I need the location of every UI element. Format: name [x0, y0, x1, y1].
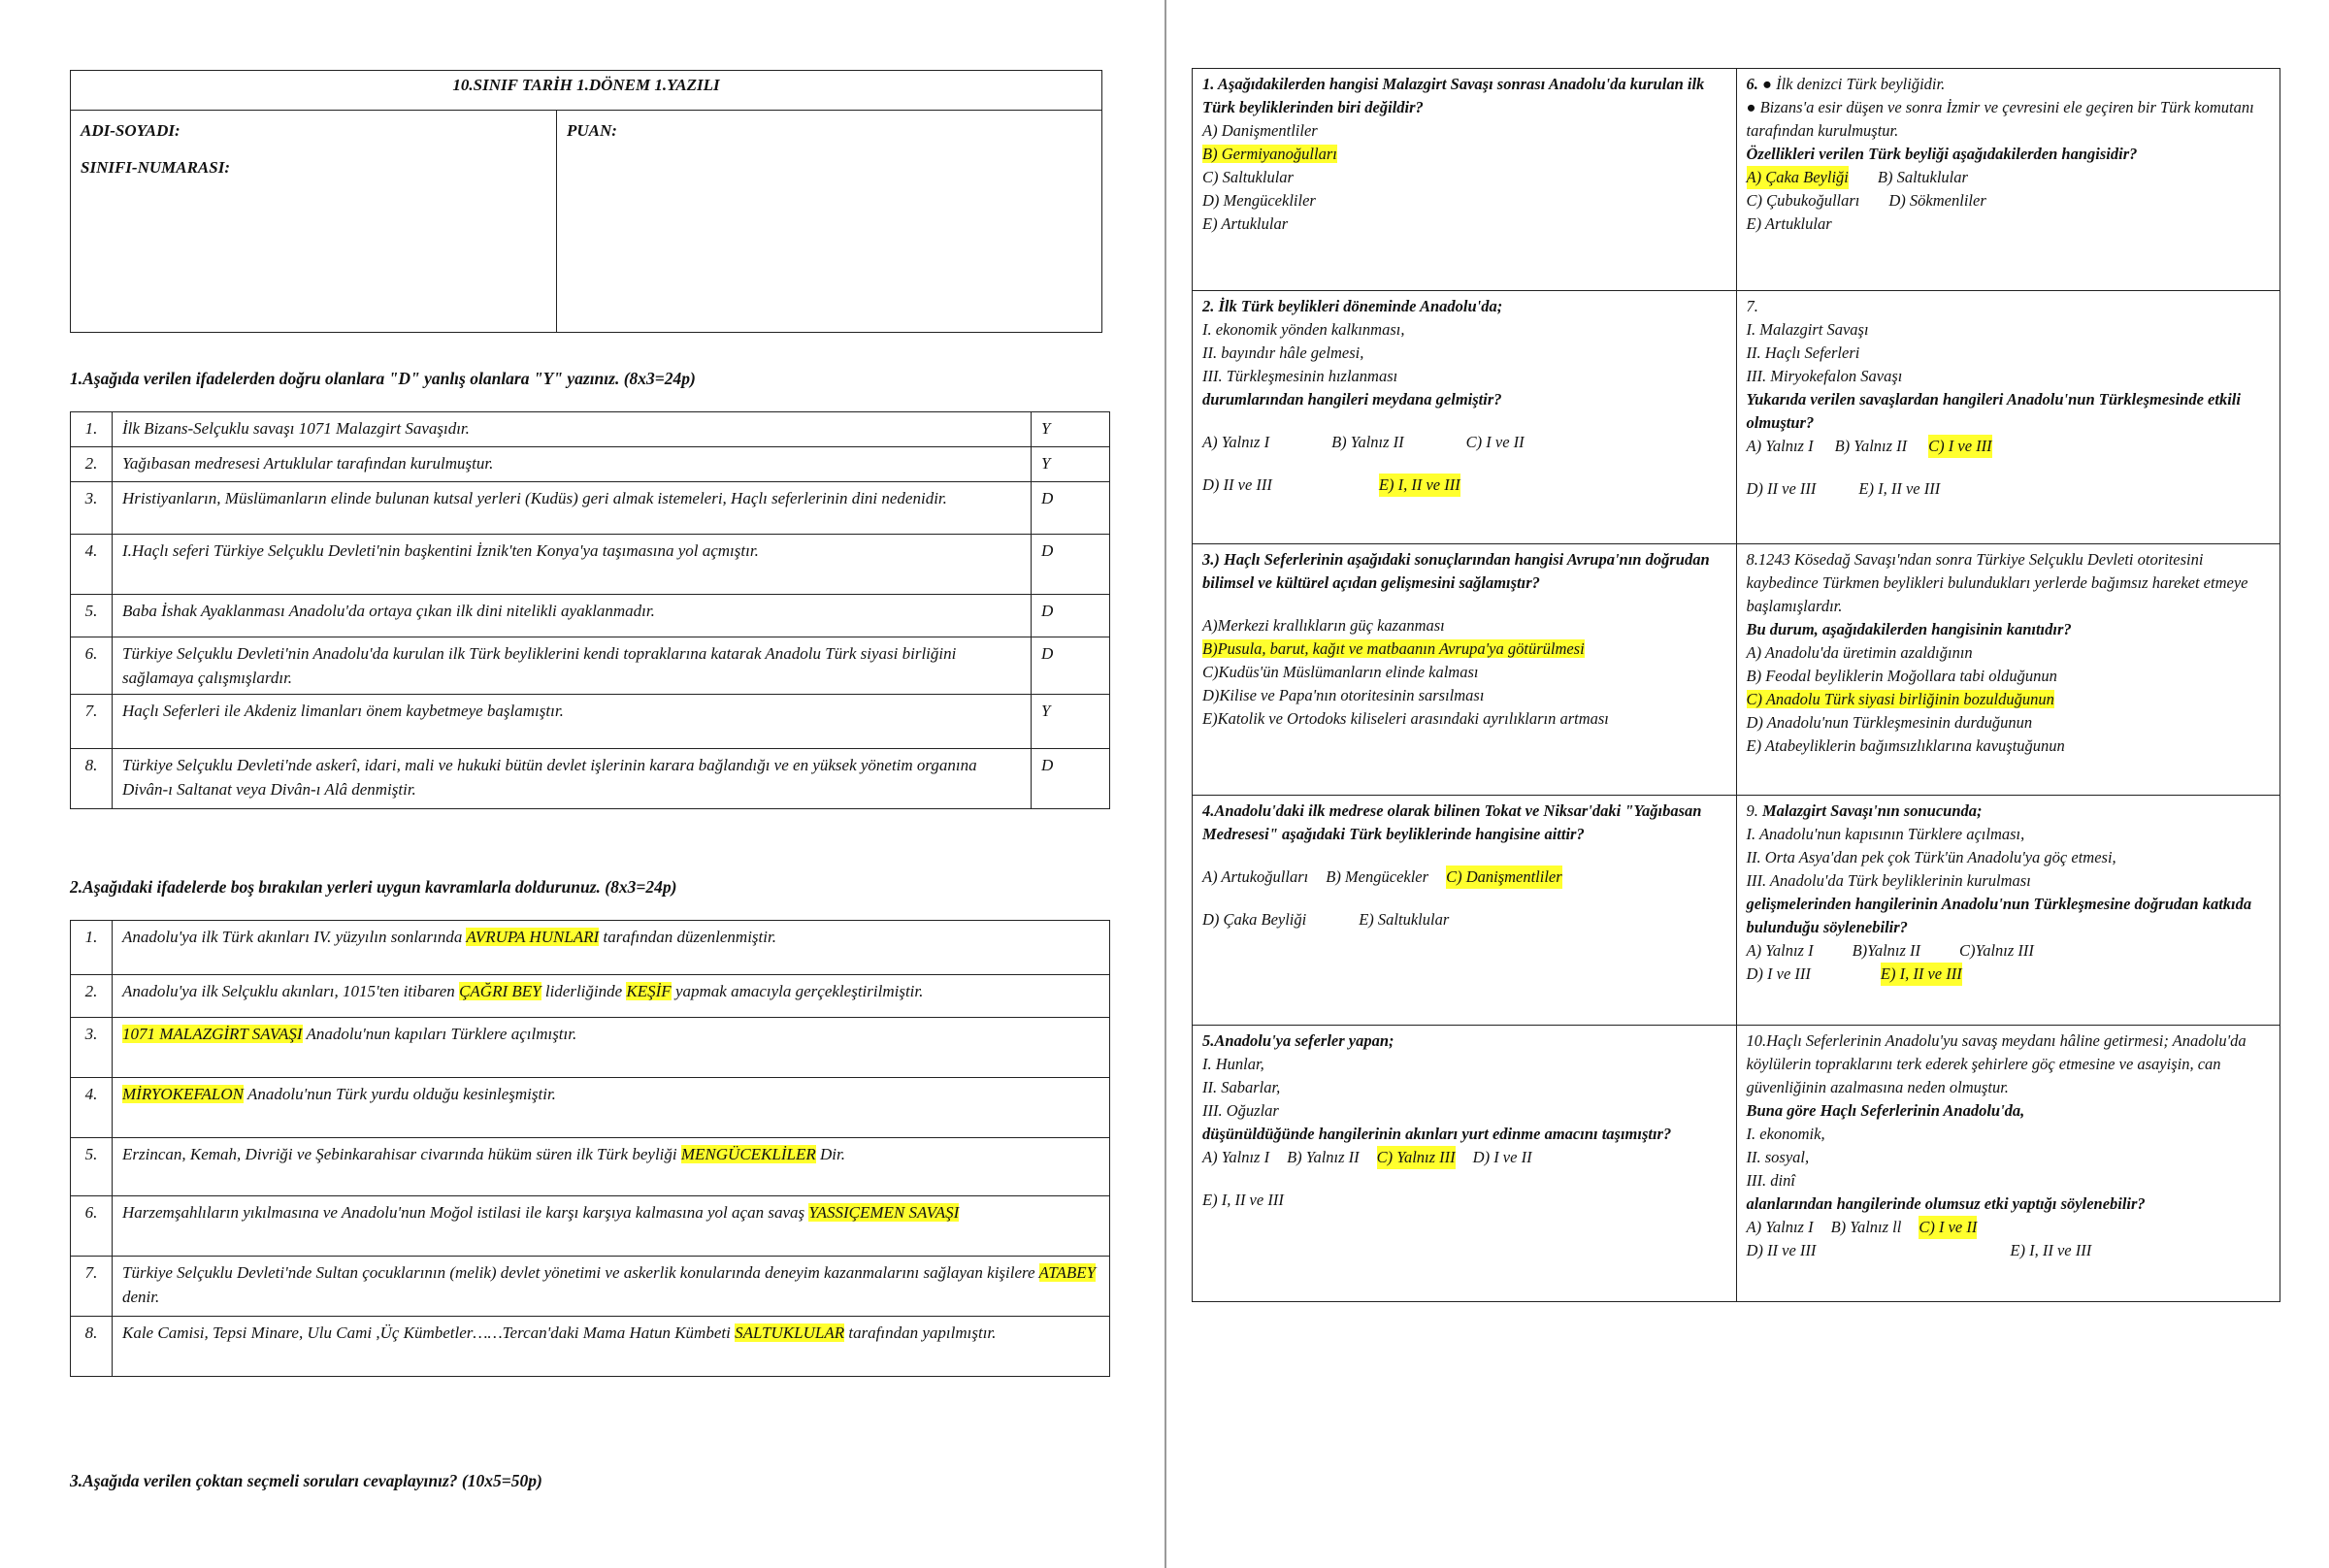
q9-option-e[interactable]: E) I, II ve III	[1881, 963, 1962, 986]
q1-option-c[interactable]: C) Saltuklular	[1202, 168, 1294, 186]
fill-row	[71, 1196, 1110, 1257]
tf-row	[71, 535, 1110, 595]
q2-option-b[interactable]: B) Yalnız II	[1331, 433, 1404, 451]
q5-option-b[interactable]: B) Yalnız II	[1287, 1148, 1360, 1166]
q9-number: 9.	[1746, 801, 1758, 820]
q1-option-e[interactable]: E) Artuklular	[1202, 214, 1289, 233]
q4-option-a[interactable]: A) Artukoğulları	[1202, 867, 1309, 886]
fill-answer-1[interactable]: YASSIÇEMEN SAVAŞI	[808, 1203, 960, 1222]
tf-row-answer[interactable]: D	[1032, 637, 1110, 695]
q8-option-d[interactable]: D) Anadolu'nun Türkleşmesinin durduğunun	[1746, 713, 2033, 732]
q4-option-b[interactable]: B) Mengücekler	[1326, 867, 1429, 886]
tf-row-statement: Türkiye Selçuklu Devleti'nde askerî, idari, mali ve hukuki bütün devlet işlerinin karara bağlandığı ve en yüksek yönetim organına Divân-ı Saltanat veya Divân-ı Alâ denmiştir.	[113, 749, 1032, 809]
q10-item-1: I. ekonomik,	[1746, 1125, 1825, 1143]
tf-row-answer[interactable]: D	[1032, 535, 1110, 595]
tf-row-number: 2.	[71, 447, 113, 482]
section3-title: 3.Aşağıda verilen çoktan seçmeli soruları cevaplayınız? (10x5=50p)	[70, 1471, 542, 1490]
fill-row-text	[113, 1196, 1110, 1257]
fill-row-number: 2.	[71, 975, 113, 1018]
q3-option-a[interactable]: A)Merkezi krallıkların güç kazanması	[1202, 616, 1445, 635]
q5-option-e[interactable]: E) I, II ve III	[1202, 1191, 1284, 1209]
q8-stem: Bu durum, aşağıdakilerden hangisinin kanıtıdır?	[1746, 620, 2072, 638]
tf-row	[71, 749, 1110, 809]
q6-bullet-2: Bizans'a esir düşen ve sonra İzmir ve çevresini ele geçiren bir Türk komutanı tarafından kurulmuştur.	[1746, 98, 2254, 140]
fill-row	[71, 921, 1110, 975]
q9-item-1: I. Anadolu'nun kapısının Türklere açılması,	[1746, 825, 2025, 843]
q1-option-b[interactable]: B) Germiyanoğulları	[1202, 145, 1337, 163]
q5-item-3: III. Oğuzlar	[1202, 1101, 1279, 1120]
q4-option-d[interactable]: D) Çaka Beyliği	[1202, 910, 1307, 929]
question-10	[1736, 1026, 2280, 1302]
q5-option-c[interactable]: C) Yalnız III	[1377, 1146, 1456, 1169]
fill-answer-1[interactable]: AVRUPA HUNLARI	[466, 928, 600, 946]
fill-text-before: Anadolu'ya ilk Türk akınları IV. yüzyılın sonlarında	[122, 928, 467, 946]
tf-row-number: 3.	[71, 482, 113, 535]
score-cell[interactable]	[557, 111, 1102, 333]
q8-option-b[interactable]: B) Feodal beyliklerin Moğollara tabi olduğunun	[1746, 667, 2057, 685]
q6-option-b[interactable]: B) Saltuklular	[1877, 168, 1968, 186]
q10-option-c[interactable]: C) I ve II	[1919, 1216, 1977, 1239]
q6-stem: Özellikleri verilen Türk beyliği aşağıdakilerden hangisidir?	[1746, 145, 2138, 163]
q3-option-b[interactable]: B)Pusula, barut, kağıt ve matbaanın Avrupa'ya götürülmesi	[1202, 639, 1585, 658]
q8-option-c[interactable]: C) Anadolu Türk siyasi birliğinin bozulduğunun	[1746, 690, 2054, 708]
fill-text-middle: liderliğinde	[541, 982, 627, 1000]
q10-option-b[interactable]: B) Yalnız ll	[1830, 1218, 1902, 1236]
fill-blank-table	[70, 920, 1110, 1377]
fill-answer-2[interactable]: KEŞİF	[626, 982, 672, 1000]
tf-row	[71, 695, 1110, 749]
question-8	[1736, 544, 2280, 796]
q6-option-e[interactable]: E) Artuklular	[1746, 214, 1832, 233]
q9-option-a[interactable]: A) Yalnız I	[1746, 941, 1814, 960]
fill-text-middle: Anadolu'nun Türk yurdu olduğu kesinleşmiştir.	[244, 1085, 556, 1103]
q10-intro: 10.Haçlı Seferlerinin Anadolu'yu savaş meydanı hâline getirmesi; Anadolu'da köylülerin topraklarını terk ederek şehirlere göç etmesine ve asayişin, can güvenliğinin azalmasına neden olmuştur.	[1746, 1031, 2247, 1096]
fill-answer-1[interactable]: ÇAĞRI BEY	[459, 982, 541, 1000]
q3-option-e[interactable]: E)Katolik ve Ortodoks kiliseleri arasındaki ayrılıkların artması	[1202, 709, 1609, 728]
section1-title: 1.Aşağıda verilen ifadelerden doğru olanlara "D" yanlış olanlara "Y" yazınız. (8x3=24p)	[70, 369, 696, 388]
q7-stem: Yukarıda verilen savaşlardan hangileri Anadolu'nun Türkleşmesinde etkili olmuştur?	[1746, 390, 2241, 432]
q7-option-d[interactable]: D) II ve III	[1746, 479, 1817, 498]
q5-item-1: I. Hunlar,	[1202, 1055, 1264, 1073]
fill-row-text	[113, 1138, 1110, 1196]
fill-text-before: Kale Camisi, Tepsi Minare, Ulu Cami ,Üç Kümbetler……Tercan'daki Mama Hatun Kümbeti	[122, 1323, 736, 1342]
name-cell[interactable]	[71, 111, 557, 333]
q7-option-a[interactable]: A) Yalnız I	[1746, 437, 1814, 455]
q6-option-d[interactable]: D) Sökmenliler	[1888, 191, 1986, 210]
q2-item-3: III. Türkleşmesinin hızlanması	[1202, 367, 1398, 385]
q4-stem: 4.Anadolu'daki ilk medrese olarak bilinen Tokat ve Niksar'daki "Yağıbasan Medresesi" aşağıdaki Türk beyliklerinde hangisine aittir?	[1202, 801, 1702, 843]
q10-item-2: II. sosyal,	[1746, 1148, 1810, 1166]
tf-row-number: 1.	[71, 412, 113, 447]
q6-number: 6.	[1746, 75, 1758, 93]
fill-row-text	[113, 1257, 1110, 1317]
q2-item-1: I. ekonomik yönden kalkınması,	[1202, 320, 1405, 339]
q7-option-b[interactable]: B) Yalnız II	[1834, 437, 1908, 455]
q6-option-c[interactable]: C) Çubukoğulları	[1746, 191, 1860, 210]
q6-bullet-1: İlk denizci Türk beyliğidir.	[1776, 75, 1946, 93]
tf-row-answer[interactable]: D	[1032, 595, 1110, 637]
fill-row-text	[113, 921, 1110, 975]
tf-row-number: 4.	[71, 535, 113, 595]
q9-option-c[interactable]: C)Yalnız III	[1959, 941, 2034, 960]
fill-row	[71, 1078, 1110, 1138]
q3-option-c[interactable]: C)Kudüs'ün Müslümanların elinde kalması	[1202, 663, 1479, 681]
fill-row-number: 8.	[71, 1317, 113, 1377]
tf-row-statement: Yağıbasan medresesi Artuklular tarafından kurulmuştur.	[113, 447, 1032, 482]
q10-item-3: III. dinî	[1746, 1171, 1795, 1190]
question-7	[1736, 291, 2280, 544]
q3-option-d[interactable]: D)Kilise ve Papa'nın otoritesinin sarsılması	[1202, 686, 1485, 704]
tf-row-number: 7.	[71, 695, 113, 749]
fill-text-middle: denir.	[122, 1288, 160, 1306]
q2-stem: 2. İlk Türk beylikleri döneminde Anadolu'da;	[1202, 297, 1503, 315]
q9-stem-2: gelişmelerinden hangilerinin Anadolu'nun Türkleşmesine doğrudan katkıda bulunduğu söylenebilir?	[1746, 895, 2252, 936]
tf-row	[71, 637, 1110, 695]
q6-option-a[interactable]: A) Çaka Beyliği	[1747, 166, 1849, 189]
fill-row-number: 1.	[71, 921, 113, 975]
fill-text-before: Türkiye Selçuklu Devleti'nde Sultan çocuklarının (melik) devlet yönetimi ve askerlik konularında deneyim kazanmalarını sağlayan kişilere	[122, 1263, 1039, 1282]
name-label: ADI-SOYADI:	[81, 121, 180, 140]
fill-row-text	[113, 1078, 1110, 1138]
fill-text-before: Harzemşahlıların yıkılmasına ve Anadolu'nun Moğol istilasi ile karşı karşıya kalmasına yol açan savaş	[122, 1203, 809, 1222]
question-4	[1193, 796, 1737, 1026]
q8-intro: 8.1243 Kösedağ Savaşı'ndan sonra Türkiye Selçuklu Devleti otoritesini kaybedince Türkmen beylikleri bulundukları yerlerde bağımsız hareket etmeye başlamışlardır.	[1746, 550, 2248, 615]
question-3	[1193, 544, 1737, 796]
fill-row-text	[113, 1317, 1110, 1377]
q5-stem-2: düşünüldüğünde hangilerinin akınları yurt edinme amacını taşımıştır?	[1202, 1125, 1672, 1143]
q10-stem-2: alanlarından hangilerinde olumsuz etki yaptığı söylenebilir?	[1746, 1194, 2146, 1213]
q5-item-2: II. Sabarlar,	[1202, 1078, 1281, 1096]
fill-row-number: 6.	[71, 1196, 113, 1257]
fill-answer-1[interactable]: SALTUKLULAR	[735, 1323, 845, 1342]
fill-row-number: 7.	[71, 1257, 113, 1317]
tf-row	[71, 447, 1110, 482]
tf-row-statement: Türkiye Selçuklu Devleti'nin Anadolu'da kurulan ilk Türk beyliklerini kendi topraklarına katarak Anadolu Türk siyasi birliğini sağlamaya çalışmışlardır.	[113, 637, 1032, 695]
question-2	[1193, 291, 1737, 544]
q9-option-d[interactable]: D) I ve III	[1746, 964, 1811, 983]
tf-row-answer[interactable]: Y	[1032, 412, 1110, 447]
section2-title: 2.Aşağıdaki ifadelerde boş bırakılan yerleri uygun kavramlarla doldurunuz. (8x3=24p)	[70, 877, 677, 897]
fill-row-number: 4.	[71, 1078, 113, 1138]
q10-option-d[interactable]: D) II ve III	[1746, 1241, 1817, 1259]
tf-row-number: 5.	[71, 595, 113, 637]
q7-option-e[interactable]: E) I, II ve III	[1858, 479, 1941, 498]
q2-item-2: II. bayındır hâle gelmesi,	[1202, 343, 1364, 362]
q7-option-c[interactable]: C) I ve III	[1928, 435, 1992, 458]
fill-answer-1[interactable]: MENGÜCEKLİLER	[680, 1145, 816, 1163]
tf-row-statement: Hristiyanların, Müslümanların elinde bulunan kutsal yerleri (Kudüs) geri almak istemeleri, Haçlı seferlerinin dini nedenidir.	[113, 482, 1032, 535]
q10-option-e[interactable]: E) I, II ve III	[2010, 1241, 2092, 1259]
fill-row	[71, 975, 1110, 1018]
fill-answer-1[interactable]: ATABEY	[1038, 1263, 1097, 1282]
q8-option-e[interactable]: E) Atabeyliklerin bağımsızlıklarına kavuştuğunun	[1746, 736, 2065, 755]
fill-text-middle: Anadolu'nun kapıları Türklere açılmıştır.	[302, 1025, 577, 1043]
tf-row-answer[interactable]: Y	[1032, 695, 1110, 749]
q1-option-a[interactable]: A) Danişmentliler	[1202, 121, 1318, 140]
tf-row-statement: Baba İshak Ayaklanması Anadolu'da ortaya çıkan ilk dini nitelikli ayaklanmadır.	[113, 595, 1032, 637]
q5-stem: 5.Anadolu'ya seferler yapan;	[1202, 1031, 1394, 1050]
score-label: PUAN:	[567, 121, 617, 140]
q5-option-d[interactable]: D) I ve II	[1472, 1148, 1532, 1166]
tf-row	[71, 412, 1110, 447]
tf-row	[71, 595, 1110, 637]
q1-option-d[interactable]: D) Mengücekliler	[1202, 191, 1316, 210]
bullet-icon: ●	[1762, 75, 1772, 93]
tf-row-statement: I.Haçlı seferi Türkiye Selçuklu Devleti'nin başkentini İznik'ten Konya'ya taşımasına yol açmıştır.	[113, 535, 1032, 595]
q3-stem: 3.) Haçlı Seferlerinin aşağıdaki sonuçlarından hangisi Avrupa'nın doğrudan bilimsel ve kültürel açıdan gelişmesini sağlamıştır?	[1202, 550, 1710, 592]
q9-item-2: II. Orta Asya'dan pek çok Türk'ün Anadolu'ya göç etmesi,	[1746, 848, 2116, 866]
fill-row	[71, 1138, 1110, 1196]
tf-row-number: 8.	[71, 749, 113, 809]
true-false-table	[70, 411, 1110, 809]
q7-number: 7.	[1746, 297, 1758, 315]
q4-option-c[interactable]: C) Danişmentliler	[1446, 866, 1562, 889]
class-label: SINIFI-NUMARASI:	[81, 158, 230, 177]
q7-item-1: I. Malazgirt Savaşı	[1746, 320, 1869, 339]
q8-option-a[interactable]: A) Anadolu'da üretimin azaldığının	[1746, 643, 1973, 662]
fill-row-number: 3.	[71, 1018, 113, 1078]
question-5	[1193, 1026, 1737, 1302]
tf-row-answer[interactable]: D	[1032, 749, 1110, 809]
q2-option-a[interactable]: A) Yalnız I	[1202, 433, 1270, 451]
q7-item-2: II. Haçlı Seferleri	[1746, 343, 1860, 362]
exam-title: 10.SINIF TARİH 1.DÖNEM 1.YAZILI	[71, 71, 1102, 111]
question-6	[1736, 69, 2280, 291]
fill-row	[71, 1317, 1110, 1377]
q10-stem: Buna göre Haçlı Seferlerinin Anadolu'da,	[1746, 1101, 2025, 1120]
q4-option-e[interactable]: E) Saltuklular	[1359, 910, 1450, 929]
q2-stem-2: durumlarından hangileri meydana gelmiştir?	[1202, 390, 1502, 408]
q7-item-3: III. Miryokefalon Savaşı	[1746, 367, 1903, 385]
tf-row-statement: İlk Bizans-Selçuklu savaşı 1071 Malazgirt Savaşıdır.	[113, 412, 1032, 447]
tf-row-answer[interactable]: D	[1032, 482, 1110, 535]
fill-row	[71, 1018, 1110, 1078]
fill-text-middle: tarafından yapılmıştır.	[844, 1323, 997, 1342]
fill-row-text	[113, 1018, 1110, 1078]
q9-option-b[interactable]: B)Yalnız II	[1852, 941, 1921, 960]
q5-option-a[interactable]: A) Yalnız I	[1202, 1148, 1270, 1166]
q2-option-c[interactable]: C) I ve II	[1465, 433, 1525, 451]
fill-row-number: 5.	[71, 1138, 113, 1196]
true-false-rows	[71, 412, 1110, 809]
fill-answer-1[interactable]: 1071 MALAZGİRT SAVAŞI	[122, 1025, 303, 1043]
fill-blank-rows	[71, 921, 1110, 1377]
q2-option-d[interactable]: D) II ve III	[1202, 475, 1272, 494]
fill-text-before: Anadolu'ya ilk Selçuklu akınları, 1015'ten itibaren	[122, 982, 460, 1000]
question-9	[1736, 796, 2280, 1026]
student-info-table	[70, 70, 1102, 333]
question-1	[1193, 69, 1737, 291]
tf-row-statement: Haçlı Seferleri ile Akdeniz limanları önem kaybetmeye başlamıştır.	[113, 695, 1032, 749]
fill-text-before: Erzincan, Kemah, Divriği ve Şebinkarahisar civarında hüküm süren ilk Türk beyliği	[122, 1145, 681, 1163]
tf-row-answer[interactable]: Y	[1032, 447, 1110, 482]
fill-row-text	[113, 975, 1110, 1018]
page-divider	[1164, 0, 1166, 1568]
q10-option-a[interactable]: A) Yalnız I	[1746, 1218, 1814, 1236]
fill-row	[71, 1257, 1110, 1317]
fill-text-middle: tarafından düzenlenmiştir.	[599, 928, 776, 946]
fill-answer-1[interactable]: MİRYOKEFALON	[122, 1085, 245, 1103]
bullet-icon: ●	[1746, 98, 1756, 116]
tf-row-number: 6.	[71, 637, 113, 695]
multiple-choice-grid	[1192, 68, 2280, 1302]
fill-text-middle: Dir.	[815, 1145, 845, 1163]
tf-row	[71, 482, 1110, 535]
q2-option-e[interactable]: E) I, II ve III	[1379, 474, 1460, 497]
q1-stem: 1. Aşağıdakilerden hangisi Malazgirt Savaşı sonrası Anadolu'da kurulan ilk Türk beyliklerinden biri değildir?	[1202, 75, 1705, 116]
q9-item-3: III. Anadolu'da Türk beyliklerinin kurulması	[1746, 871, 2031, 890]
q9-stem: Malazgirt Savaşı'nın sonucunda;	[1762, 801, 1983, 820]
fill-text-after: yapmak amacıyla gerçekleştirilmiştir.	[671, 982, 924, 1000]
